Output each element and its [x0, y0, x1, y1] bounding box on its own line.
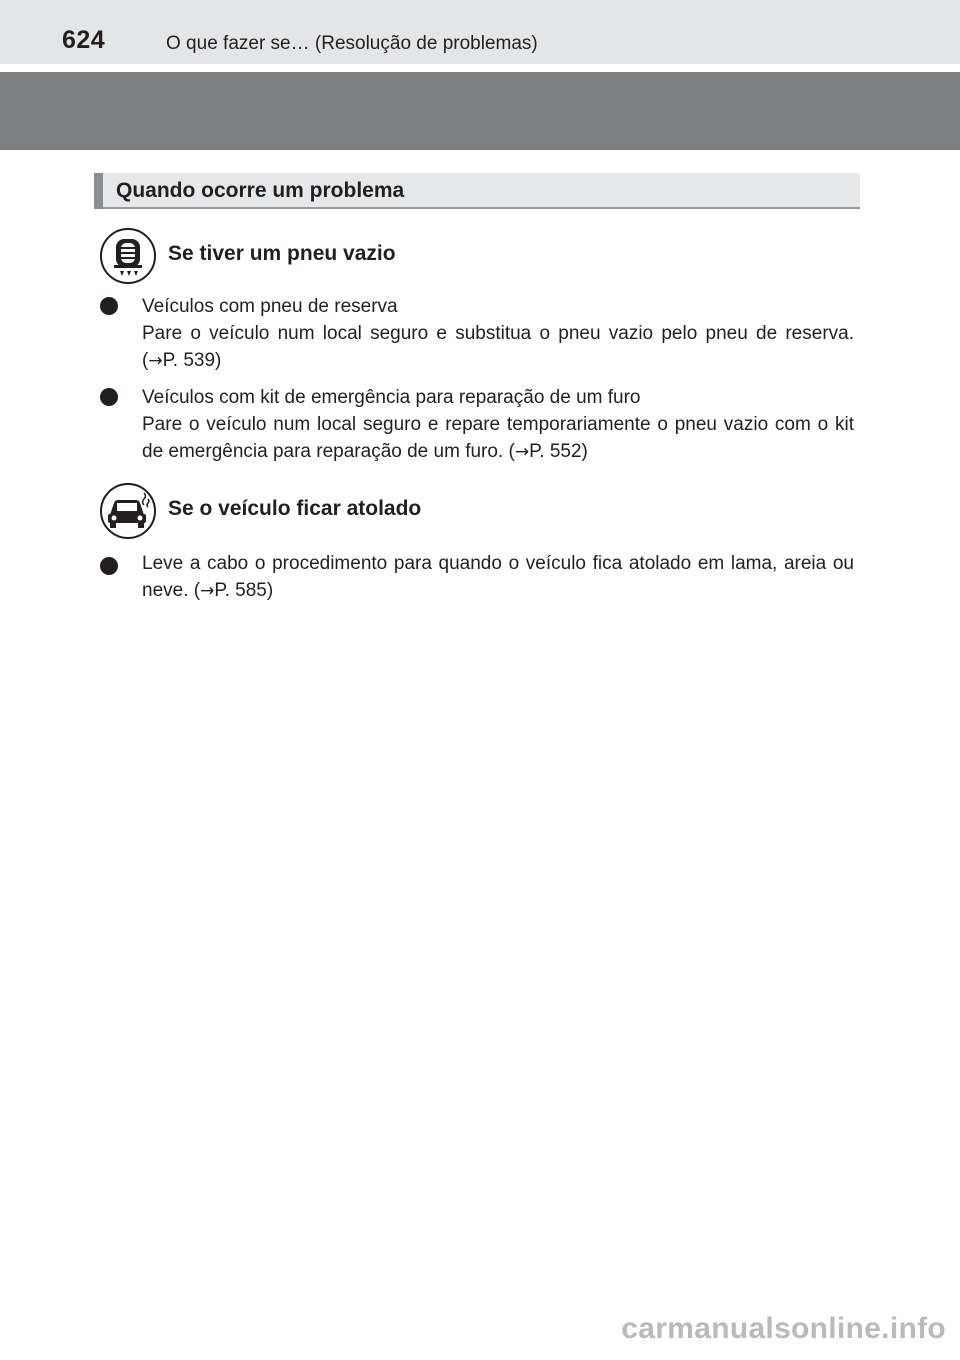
- flat-tire-icon: [100, 228, 156, 284]
- item-body: [142, 411, 854, 466]
- reference-arrow: →: [514, 442, 530, 462]
- page-number: 624: [62, 26, 106, 54]
- bullet: [100, 388, 118, 406]
- section-heading-bar: [94, 173, 860, 209]
- item-title: Veículos com kit de emergência para reparação de um furo: [142, 387, 641, 408]
- item-body-text: Pare o veículo num local seguro e repare temporariamente o pneu vazio com o kit de emergência para reparação de um furo. (: [142, 414, 854, 462]
- list-item: [142, 384, 854, 466]
- section-heading-accent: [94, 173, 103, 209]
- subsection-title-flat-tire: Se tiver um pneu vazio: [168, 242, 396, 265]
- list-item: [142, 550, 854, 605]
- page-reference: P. 552): [529, 441, 588, 462]
- subsection-title-stuck: Se o veículo ficar atolado: [168, 497, 422, 520]
- page-header: [0, 0, 960, 64]
- item-body-text: Pare o veículo num local seguro e substitua o pneu vazio pelo pneu de reserva. (: [142, 323, 854, 371]
- list-item: [142, 293, 854, 375]
- page-reference: P. 585): [214, 580, 274, 601]
- running-title: O que fazer se… (Resolução de problemas): [166, 33, 538, 54]
- bullet: [100, 297, 118, 315]
- reference-arrow: →: [148, 351, 163, 371]
- item-title: Veículos com pneu de reserva: [142, 296, 398, 317]
- item-body-text: Leve a cabo o procedimento para quando o veículo fica atolado em lama, areia ou neve. (: [142, 553, 854, 601]
- bullet: [100, 557, 118, 575]
- item-body: [142, 320, 854, 375]
- chapter-band: [0, 72, 960, 150]
- page-reference: P. 539): [162, 350, 222, 371]
- item-body: [142, 550, 854, 605]
- stuck-vehicle-icon: [100, 483, 156, 539]
- section-title: Quando ocorre um problema: [116, 179, 405, 202]
- watermark: carmanualsonline.info: [621, 1312, 946, 1345]
- reference-arrow: →: [200, 581, 215, 601]
